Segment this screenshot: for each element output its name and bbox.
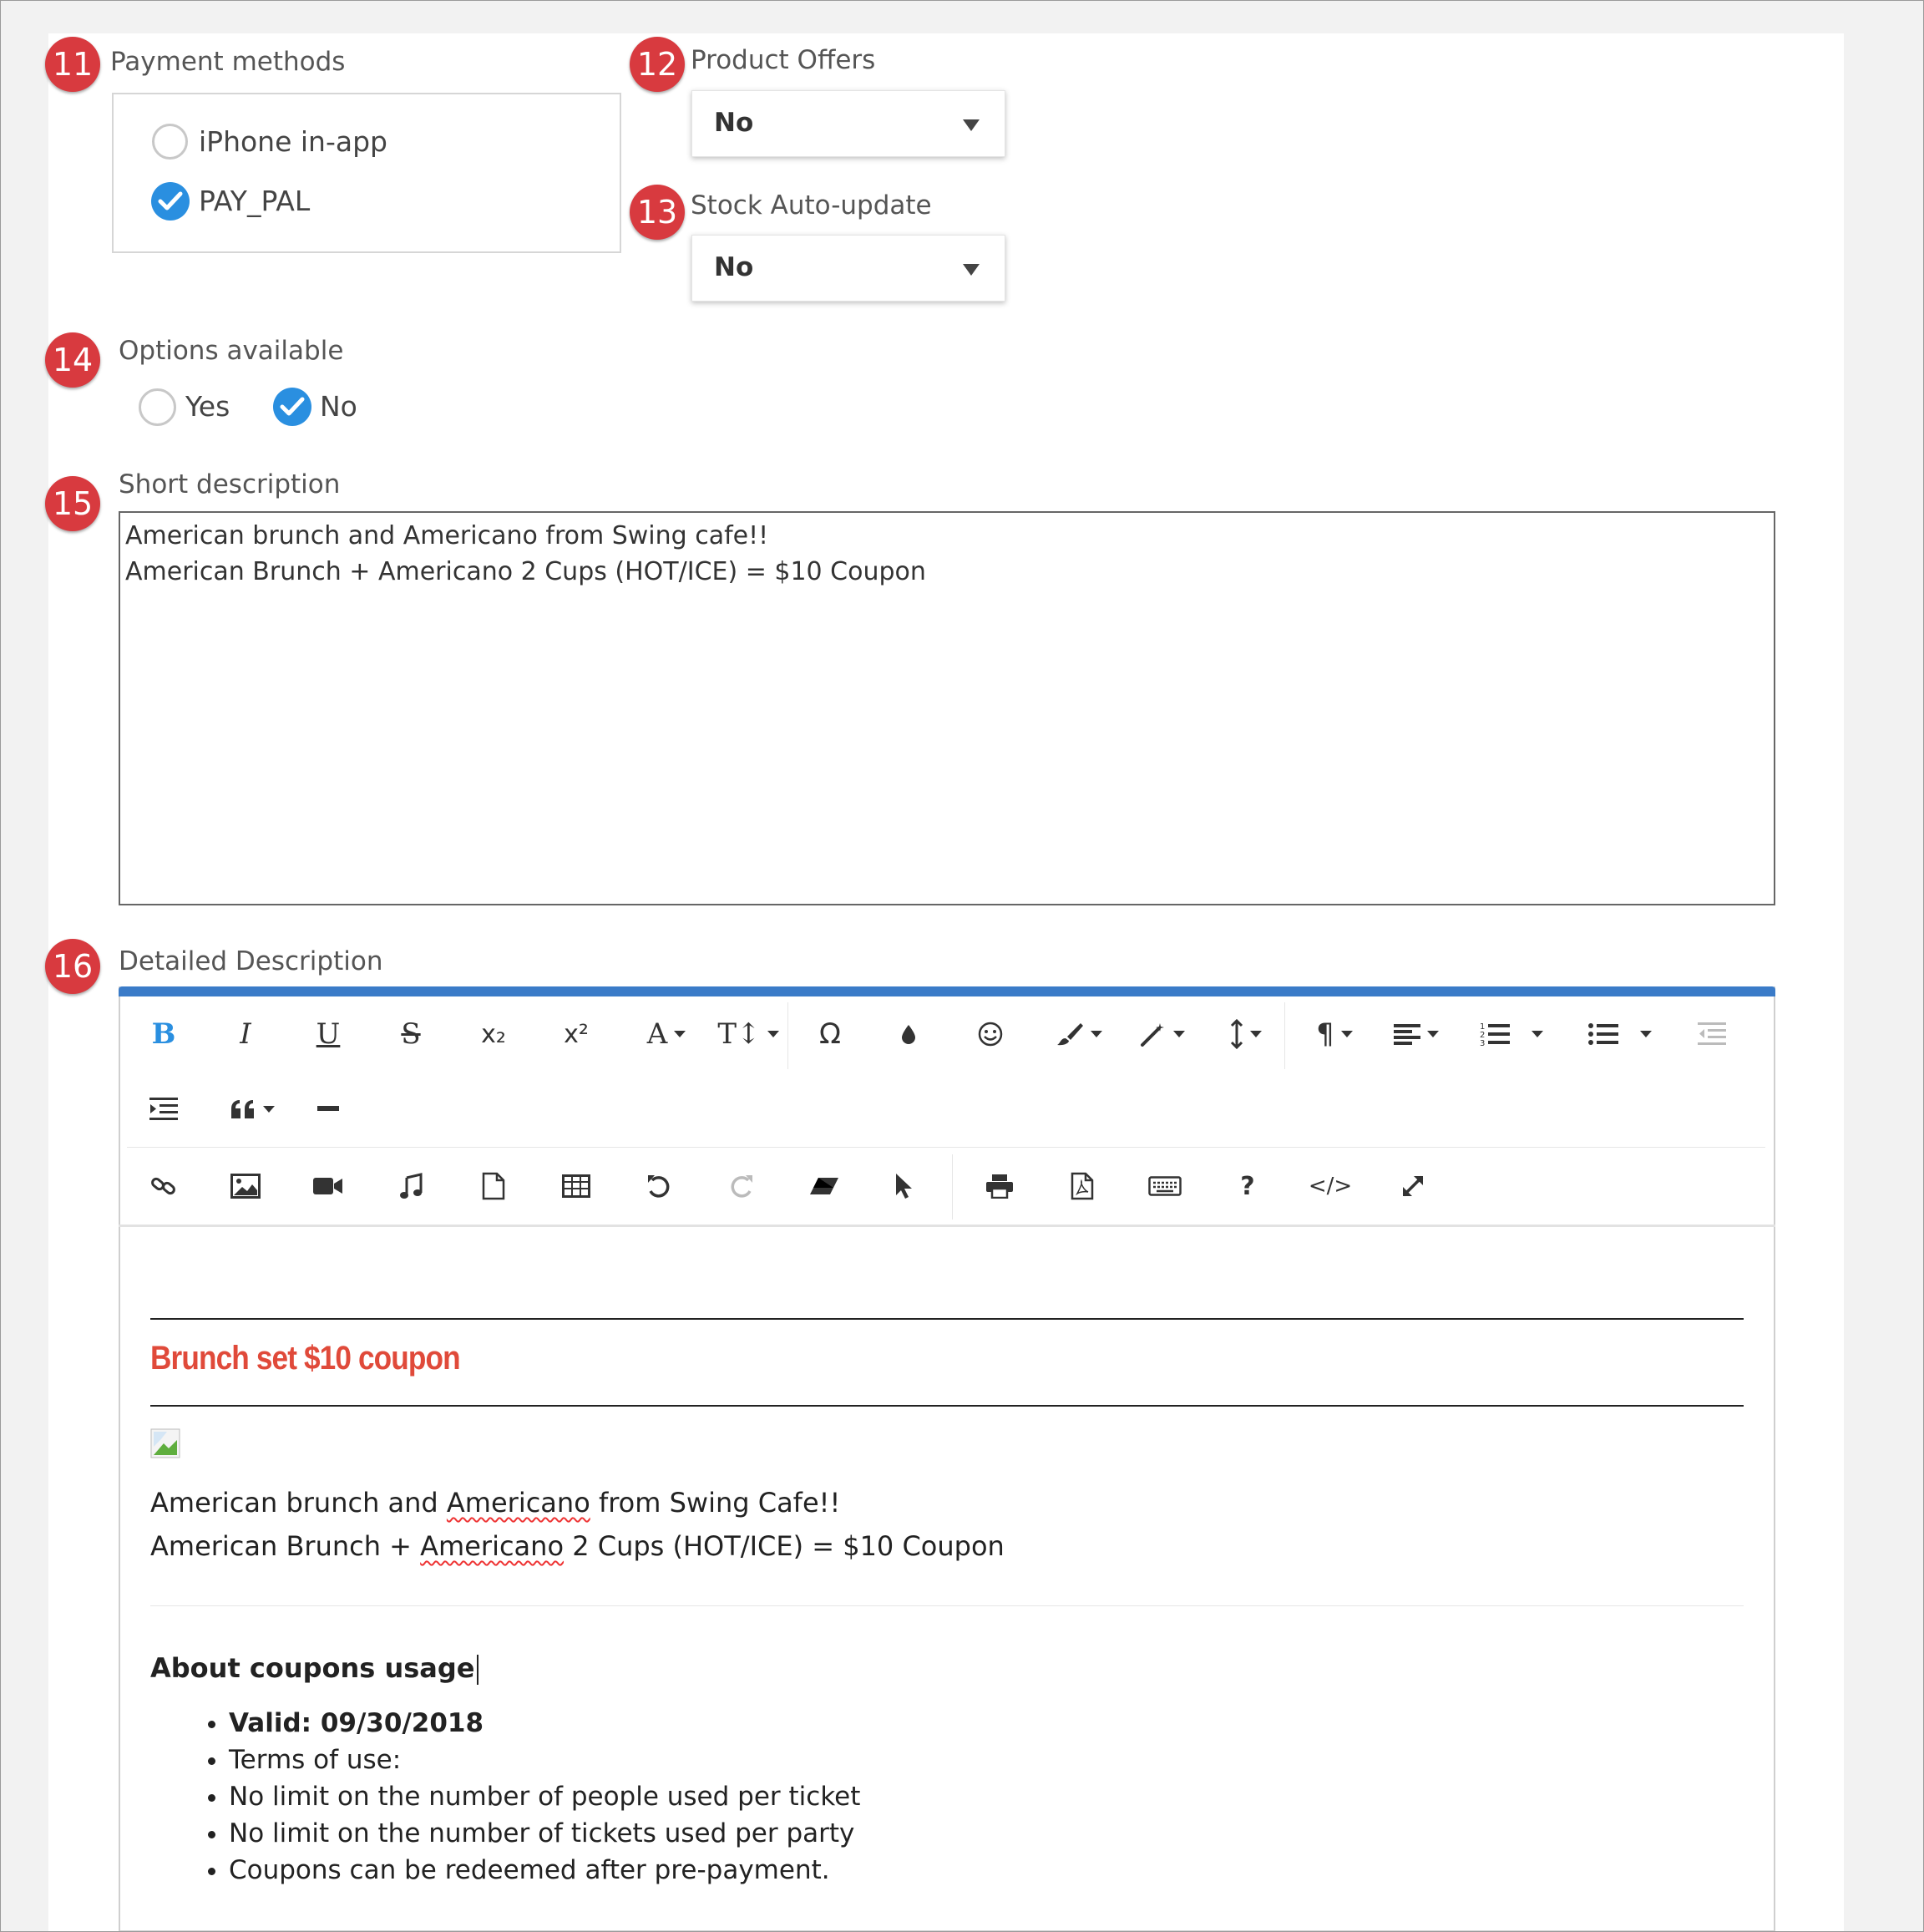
special-characters-button[interactable]: Ω xyxy=(819,1017,841,1051)
caret-down-icon xyxy=(767,1031,779,1037)
text-color-button[interactable] xyxy=(879,1009,938,1059)
insert-table-button[interactable] xyxy=(547,1161,605,1211)
paragraph-style-button[interactable] xyxy=(1046,1009,1112,1059)
quote-icon xyxy=(230,1098,256,1120)
list-item[interactable]: • Coupons can be redeemed after pre-payment. xyxy=(229,1852,860,1889)
horizontal-rule xyxy=(150,1405,1744,1407)
caret-down-icon xyxy=(1091,1031,1102,1037)
detailed-line-1-part-1: American brunch and xyxy=(150,1487,447,1519)
iphone-in-app-label: iPhone in-app xyxy=(199,125,387,158)
outdent-icon xyxy=(1698,1022,1726,1046)
link-icon xyxy=(150,1173,177,1199)
insert-video-button[interactable] xyxy=(299,1161,357,1211)
insert-audio-button[interactable] xyxy=(382,1161,440,1211)
ordered-list-button[interactable] xyxy=(1466,1009,1557,1059)
paypal-label: PAY_PAL xyxy=(199,185,311,217)
editor-top-bar xyxy=(119,986,1775,996)
toolbar-separator xyxy=(1284,1002,1285,1069)
caret-down-icon xyxy=(1532,1031,1543,1037)
caret-down-icon xyxy=(1173,1031,1185,1037)
step-badge-13: 13 xyxy=(630,185,685,240)
toolbar-separator xyxy=(787,1002,788,1069)
align-button[interactable] xyxy=(1383,1009,1450,1059)
keyboard-icon xyxy=(1148,1176,1182,1196)
redo-icon xyxy=(728,1173,755,1199)
undo-icon xyxy=(646,1173,672,1199)
indent-icon xyxy=(149,1098,178,1121)
product-offers-select[interactable] xyxy=(691,90,1005,157)
dropdown-caret-icon xyxy=(963,119,980,131)
code-view-button[interactable]: </> xyxy=(1308,1174,1353,1199)
horizontal-line-button[interactable] xyxy=(299,1084,357,1134)
detailed-description-label: Detailed Description xyxy=(119,946,383,976)
bold-button[interactable]: B xyxy=(151,1017,176,1051)
coupon-terms-list xyxy=(182,1705,860,1889)
music-note-icon xyxy=(399,1173,423,1199)
print-button[interactable] xyxy=(970,1161,1029,1211)
product-offers-value: No xyxy=(714,108,754,138)
payment-methods-box xyxy=(112,93,621,253)
strikethrough-button[interactable]: S xyxy=(401,1017,421,1051)
insert-link-button[interactable] xyxy=(134,1161,193,1211)
svg-text:1: 1 xyxy=(1480,1022,1486,1032)
options-no-radio[interactable] xyxy=(273,388,311,426)
text-cursor xyxy=(477,1655,478,1685)
step-badge-12: 12 xyxy=(630,37,685,92)
pilcrow-icon: ¶ xyxy=(1316,1017,1334,1051)
coupon-heading[interactable]: Brunch set $10 coupon xyxy=(150,1340,460,1377)
caret-down-icon xyxy=(1341,1031,1353,1037)
table-icon xyxy=(562,1174,590,1198)
font-family-button[interactable] xyxy=(633,1009,700,1059)
list-item[interactable]: • Valid: 09/30/2018 xyxy=(229,1705,860,1742)
step-badge-14: 14 xyxy=(45,332,100,388)
content-divider xyxy=(150,1605,1744,1606)
horizontal-rule xyxy=(150,1318,1744,1320)
image-icon xyxy=(230,1174,261,1199)
outdent-button[interactable] xyxy=(1683,1009,1741,1059)
broken-image-glyph xyxy=(150,1428,180,1458)
redo-button[interactable] xyxy=(712,1161,771,1211)
underline-button[interactable]: U xyxy=(316,1017,341,1051)
cursor-icon xyxy=(894,1172,914,1200)
unordered-list-icon xyxy=(1588,1022,1618,1047)
unordered-list-button[interactable] xyxy=(1574,1009,1666,1059)
about-coupons-text: About coupons usage xyxy=(150,1652,475,1684)
brush-icon xyxy=(1056,1022,1084,1047)
caret-down-icon xyxy=(674,1031,686,1037)
subscript-button[interactable]: x₂ xyxy=(481,1019,506,1049)
toolbar-separator xyxy=(952,1154,953,1220)
spelling-marked-word: Americano xyxy=(420,1530,565,1562)
short-description-line-2: American Brunch + Americano 2 Cups (HOT/ICE) = $10 Coupon xyxy=(125,557,926,586)
options-available-label: Options available xyxy=(119,336,344,366)
caret-down-icon xyxy=(1427,1031,1439,1037)
font-size-icon: T↕ xyxy=(717,1017,761,1051)
clear-formatting-button[interactable] xyxy=(795,1161,853,1211)
stock-auto-update-select[interactable] xyxy=(691,235,1005,302)
step-badge-11: 11 xyxy=(45,37,100,92)
quote-button[interactable] xyxy=(219,1084,286,1134)
list-item[interactable]: • Terms of use: xyxy=(229,1742,860,1778)
product-offers-label: Product Offers xyxy=(691,45,876,75)
paypal-checkbox[interactable] xyxy=(151,182,190,221)
check-icon xyxy=(280,396,305,418)
magic-wand-icon xyxy=(1140,1022,1167,1047)
spelling-marked-word: Americano xyxy=(446,1487,590,1519)
undo-button[interactable] xyxy=(630,1161,688,1211)
eraser-icon xyxy=(808,1176,840,1196)
font-family-icon: A xyxy=(646,1017,668,1051)
svg-text:3: 3 xyxy=(1480,1039,1486,1047)
toolbar-bottom-border xyxy=(119,1225,1775,1227)
detailed-line-2-part-1: American Brunch + xyxy=(150,1530,421,1562)
insert-file-button[interactable] xyxy=(464,1161,523,1211)
stock-auto-update-value: No xyxy=(714,252,754,282)
keyboard-button[interactable] xyxy=(1136,1161,1194,1211)
export-pdf-button[interactable] xyxy=(1053,1161,1111,1211)
about-coupons-heading[interactable] xyxy=(150,1652,478,1685)
short-description-line-1: American brunch and Americano from Swing cafe!! xyxy=(125,521,769,550)
dropdown-caret-icon xyxy=(963,264,980,276)
step-badge-16: 16 xyxy=(45,939,100,994)
insert-image-button[interactable] xyxy=(216,1161,275,1211)
detailed-line-1[interactable] xyxy=(150,1487,840,1519)
ordered-list-icon xyxy=(1480,1021,1510,1047)
broken-image-icon[interactable] xyxy=(150,1428,180,1458)
detailed-line-2-part-3: 2 Cups (HOT/ICE) = $10 Coupon xyxy=(564,1530,1005,1562)
options-yes-radio[interactable] xyxy=(139,388,176,426)
pdf-file-icon xyxy=(1071,1172,1094,1200)
options-yes-label: Yes xyxy=(185,390,230,423)
short-description-label: Short description xyxy=(119,469,341,499)
expand-icon xyxy=(1400,1174,1425,1199)
list-item[interactable]: • No limit on the number of people used per ticket xyxy=(229,1778,860,1815)
payment-methods-label: Payment methods xyxy=(110,47,346,77)
options-no-label: No xyxy=(320,390,357,423)
superscript-button[interactable]: x² xyxy=(564,1019,589,1049)
iphone-in-app-checkbox[interactable] xyxy=(152,124,188,160)
inline-style-button[interactable] xyxy=(1129,1009,1196,1059)
italic-button[interactable]: I xyxy=(240,1017,251,1051)
detailed-line-2[interactable] xyxy=(150,1530,1005,1562)
toolbar-divider xyxy=(127,1147,1765,1148)
line-height-icon xyxy=(1230,1019,1243,1049)
caret-down-icon xyxy=(1250,1031,1262,1037)
indent-button[interactable] xyxy=(134,1084,193,1134)
smiley-icon xyxy=(977,1021,1004,1047)
file-icon xyxy=(482,1172,505,1200)
horizontal-line-icon xyxy=(317,1106,339,1113)
short-description-textarea[interactable] xyxy=(119,511,1775,905)
fullscreen-button[interactable] xyxy=(1384,1161,1442,1211)
printer-icon xyxy=(985,1174,1014,1199)
caret-down-icon xyxy=(1640,1031,1652,1037)
detailed-line-1-part-3: from Swing Cafe!! xyxy=(590,1487,841,1519)
stock-auto-update-label: Stock Auto-update xyxy=(691,190,932,221)
help-button[interactable]: ? xyxy=(1240,1171,1255,1201)
align-left-icon xyxy=(1394,1023,1420,1045)
list-item[interactable]: • No limit on the number of tickets used per party xyxy=(229,1815,860,1852)
font-size-button[interactable] xyxy=(715,1009,782,1059)
caret-down-icon xyxy=(263,1106,275,1113)
video-camera-icon xyxy=(313,1176,343,1196)
paragraph-format-button[interactable] xyxy=(1301,1009,1368,1059)
droplet-icon xyxy=(900,1023,917,1045)
svg-text:2: 2 xyxy=(1480,1031,1486,1040)
select-all-button[interactable] xyxy=(875,1161,934,1211)
emoticons-button[interactable] xyxy=(961,1009,1020,1059)
line-height-button[interactable] xyxy=(1213,1009,1279,1059)
step-badge-15: 15 xyxy=(45,476,100,531)
check-icon xyxy=(158,190,183,212)
